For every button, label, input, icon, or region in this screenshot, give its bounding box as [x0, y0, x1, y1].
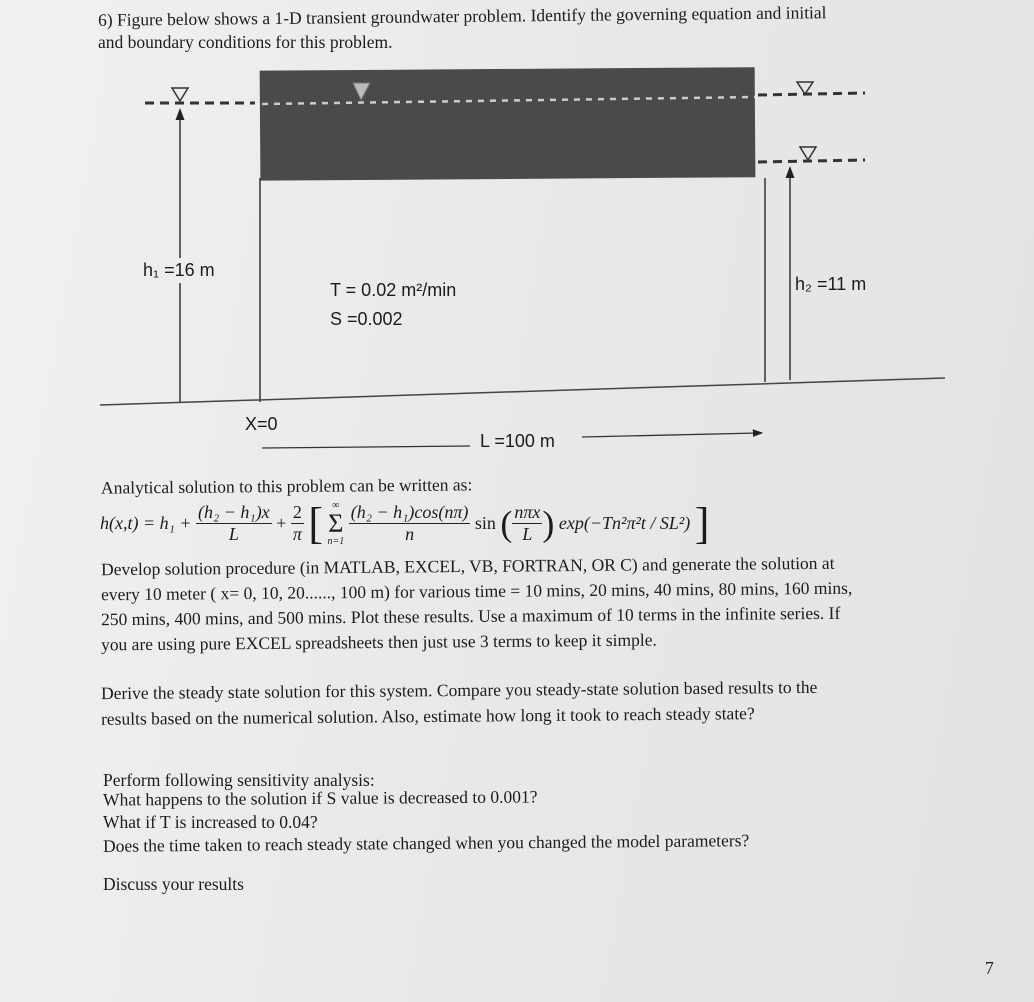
paragraph-line: Perform following sensitivity analysis: — [103, 770, 375, 790]
aquifer-figure — [0, 0, 1034, 470]
equation-term: 2 — [292, 502, 302, 522]
h2-label: h₂ =11 m — [795, 272, 866, 297]
equation-term: sin — [474, 513, 496, 533]
equation-term: (h₂ − h₁)cos(nπ) — [350, 502, 469, 522]
paragraph-line: What if T is increased to 0.04? — [103, 812, 318, 832]
equation-term: n — [405, 524, 415, 544]
transmissivity-label: T = 0.02 m²/min — [330, 280, 457, 300]
question-line: 6) Figure below shows a 1-D transient groundwater problem. Identify the governing equation and initial — [97, 2, 827, 30]
confining-layer — [260, 67, 756, 180]
question-line: and boundary conditions for this problem. — [98, 32, 393, 52]
paragraph-line: you are using pure EXCEL spreadsheets then just use 3 terms to keep it simple. — [100, 629, 657, 655]
equation-term: exp(−Tn²π²t / SL²) — [558, 513, 691, 533]
paragraph-line: Does the time taken to reach steady state changed when you changed the model parameters? — [102, 830, 750, 856]
paragraph-line: 250 mins, 400 mins, and 500 mins. Plot these results. Use a maximum of 10 terms in the infinite series. If — [100, 602, 841, 630]
storativity-label: S =0.002 — [330, 309, 403, 329]
paragraph-line: Discuss your results — [103, 874, 244, 894]
equation-term: L — [228, 524, 239, 544]
length-arrow-right — [582, 433, 758, 437]
right-lower-water-level — [758, 160, 865, 162]
paragraph-line: Develop solution procedure (in MATLAB, EXCEL, VB, FORTRAN, OR C) and generate the solution at — [100, 552, 835, 580]
paragraph-line: results based on the numerical solution. Also, estimate how long it took to reach steady state? — [100, 703, 755, 729]
paragraph-line: every 10 meter ( x= 0, 10, 20......, 100 m) for various time = 10 mins, 20 mins, 40 mins, 80 mins, 160 mins, — [100, 577, 853, 605]
paragraph-line: What happens to the solution if S value is decreased to 0.001? — [102, 786, 538, 810]
paragraph-line: Derive the steady state solution for this system. Compare you steady-state solution based results to the — [100, 676, 818, 704]
aquifer-base-line — [100, 378, 945, 405]
equation-term: (h₂ − h₁)x — [198, 502, 270, 522]
analytical-equation: h(x,t) = h₁ + $\frac{\text{(h₂ − h₁)x}}{L}$ + $\frac{2}{\pi}$ [ ∞ Σ n=1 $\frac{\text{(h₂ − h₁)cos(nπ)}}{n}$ sin ( $\frac{\text{nπx}}{L}$ ) exp(−Tn²π²t / SL²) ] — [100, 499, 710, 548]
water-table-icon — [172, 88, 188, 101]
h1-label: h₁ =16 m — [143, 258, 215, 283]
solution-intro: Analytical solution to this problem can be written as: — [100, 474, 473, 498]
length-label: L =100 m — [480, 431, 555, 451]
water-table-icon — [797, 82, 813, 94]
x0-label: X=0 — [245, 414, 278, 434]
summation-icon: Σ — [328, 508, 344, 538]
equation-term: ∞ — [332, 499, 340, 511]
equation-lhs: h(x,t) = h₁ + — [100, 513, 192, 533]
equation-term: nπx — [514, 502, 541, 522]
equation-term: L — [522, 524, 533, 544]
equation-term: π — [292, 524, 302, 544]
water-table-icon — [800, 147, 816, 160]
length-line-left — [262, 446, 470, 448]
equation-term: n=1 — [327, 535, 345, 547]
right-upper-water-level — [758, 93, 865, 95]
equation-term: + — [276, 513, 287, 533]
page-number: 7 — [985, 958, 994, 978]
